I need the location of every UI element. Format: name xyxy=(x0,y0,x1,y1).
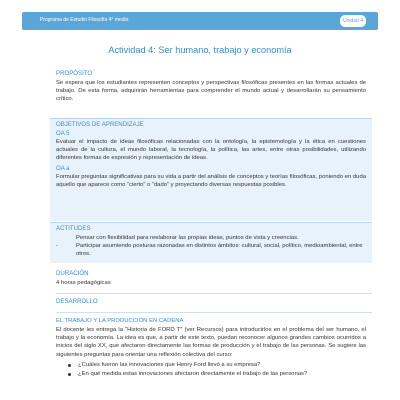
objetivos-label: OBJETIVOS DE APRENDIZAJE xyxy=(56,121,144,128)
actitud-text-1: Pensar con flexibilidad para reelaborar las propias ideas, puntos de vista y creencias. xyxy=(76,235,299,241)
actitud-text-2: Participar asumiendo posturas razonadas en distintos ámbitos: cultural, social, político, medioambiental, entre otros. xyxy=(76,243,363,258)
desarrollo-text: El docente les entrega la “Historia de FORD T” (ver Recursos) para introducirlos en el problema del ser humano, el trabajo y la economía. La idea es que, a partir de este texto, puedan reconocer algunos grandes cambios ocurridos a inicios del siglo XX, que afectaron directamente las formas de producción y el trabajo de las personas. Se sugiere las siguientes preguntas para orientar una reflexión colectiva del curso: xyxy=(56,327,366,358)
desarrollo-section xyxy=(56,298,366,305)
duracion-section xyxy=(56,270,366,287)
proposito-text: Se espera que los estudiantes representen conceptos y perspectivas filosóficas presentes en las formas actuales de trabajo. De esta forma, adquirirán herramientas para comprender el mundo actual y desarrollarán su pensamiento crítico. xyxy=(56,80,366,103)
bullet-icon xyxy=(68,373,71,376)
actitud-item-1 xyxy=(56,234,366,242)
program-title: Programa de Estudio Filosofía 4° medio xyxy=(40,17,129,23)
desarrollo-body xyxy=(56,318,366,379)
header-bar xyxy=(22,12,378,30)
proposito-section xyxy=(56,70,366,104)
oa5-text: Evaluar el impacto de ideas filosóficas relacionadas con la ontología, la epistemología y la ética en cuestiones actuales de la cultura, el mundo laboral, la tecnología, la política, las artes, entre otras posibilidades, utilizando diferentes formas de expresión y representación de ideas. xyxy=(56,139,366,162)
question-item-2 xyxy=(56,370,366,379)
unit-badge: Unidad 4 xyxy=(340,15,366,27)
oa5-label: OA 5 xyxy=(56,130,70,137)
activity-title: Actividad 4: Ser humano, trabajo y economía xyxy=(108,45,292,55)
question-text-2: ¿En qué medida estas innovaciones afectaron directamente el trabajo de las personas? xyxy=(78,370,308,377)
duracion-label: DURACIÓN xyxy=(56,270,89,277)
divider xyxy=(56,293,372,294)
dash-bullet-icon: - xyxy=(56,243,58,250)
oaa-text: Formular preguntas significativas para su vida a partir del análisis de conceptos y teorías filosóficas, poniendo en duda aquello que aparece como “cierto” o “dado” y proyectando diversas respuestas posibles. xyxy=(56,173,366,188)
bullet-icon xyxy=(68,364,71,367)
proposito-label: PROPÓSITO xyxy=(56,70,93,77)
duracion-text: 4 horas pedagógicas xyxy=(56,280,111,286)
desarrollo-subheading: EL TRABAJO Y LA PRODUCCIÓN EN CADENA xyxy=(56,318,184,324)
divider xyxy=(56,312,372,313)
actitud-item-2 xyxy=(56,242,366,258)
question-item-1 xyxy=(56,361,366,370)
oaa-label: OA a xyxy=(56,164,70,172)
actitudes-label: ACTITUDES xyxy=(56,225,91,232)
objetivos-box xyxy=(50,118,372,221)
desarrollo-label: DESARROLLO xyxy=(56,298,98,305)
question-text-1: ¿Cuáles fueron las innovaciones que Henry Ford llevó a su empresa? xyxy=(78,361,261,368)
actitudes-box xyxy=(50,222,372,263)
